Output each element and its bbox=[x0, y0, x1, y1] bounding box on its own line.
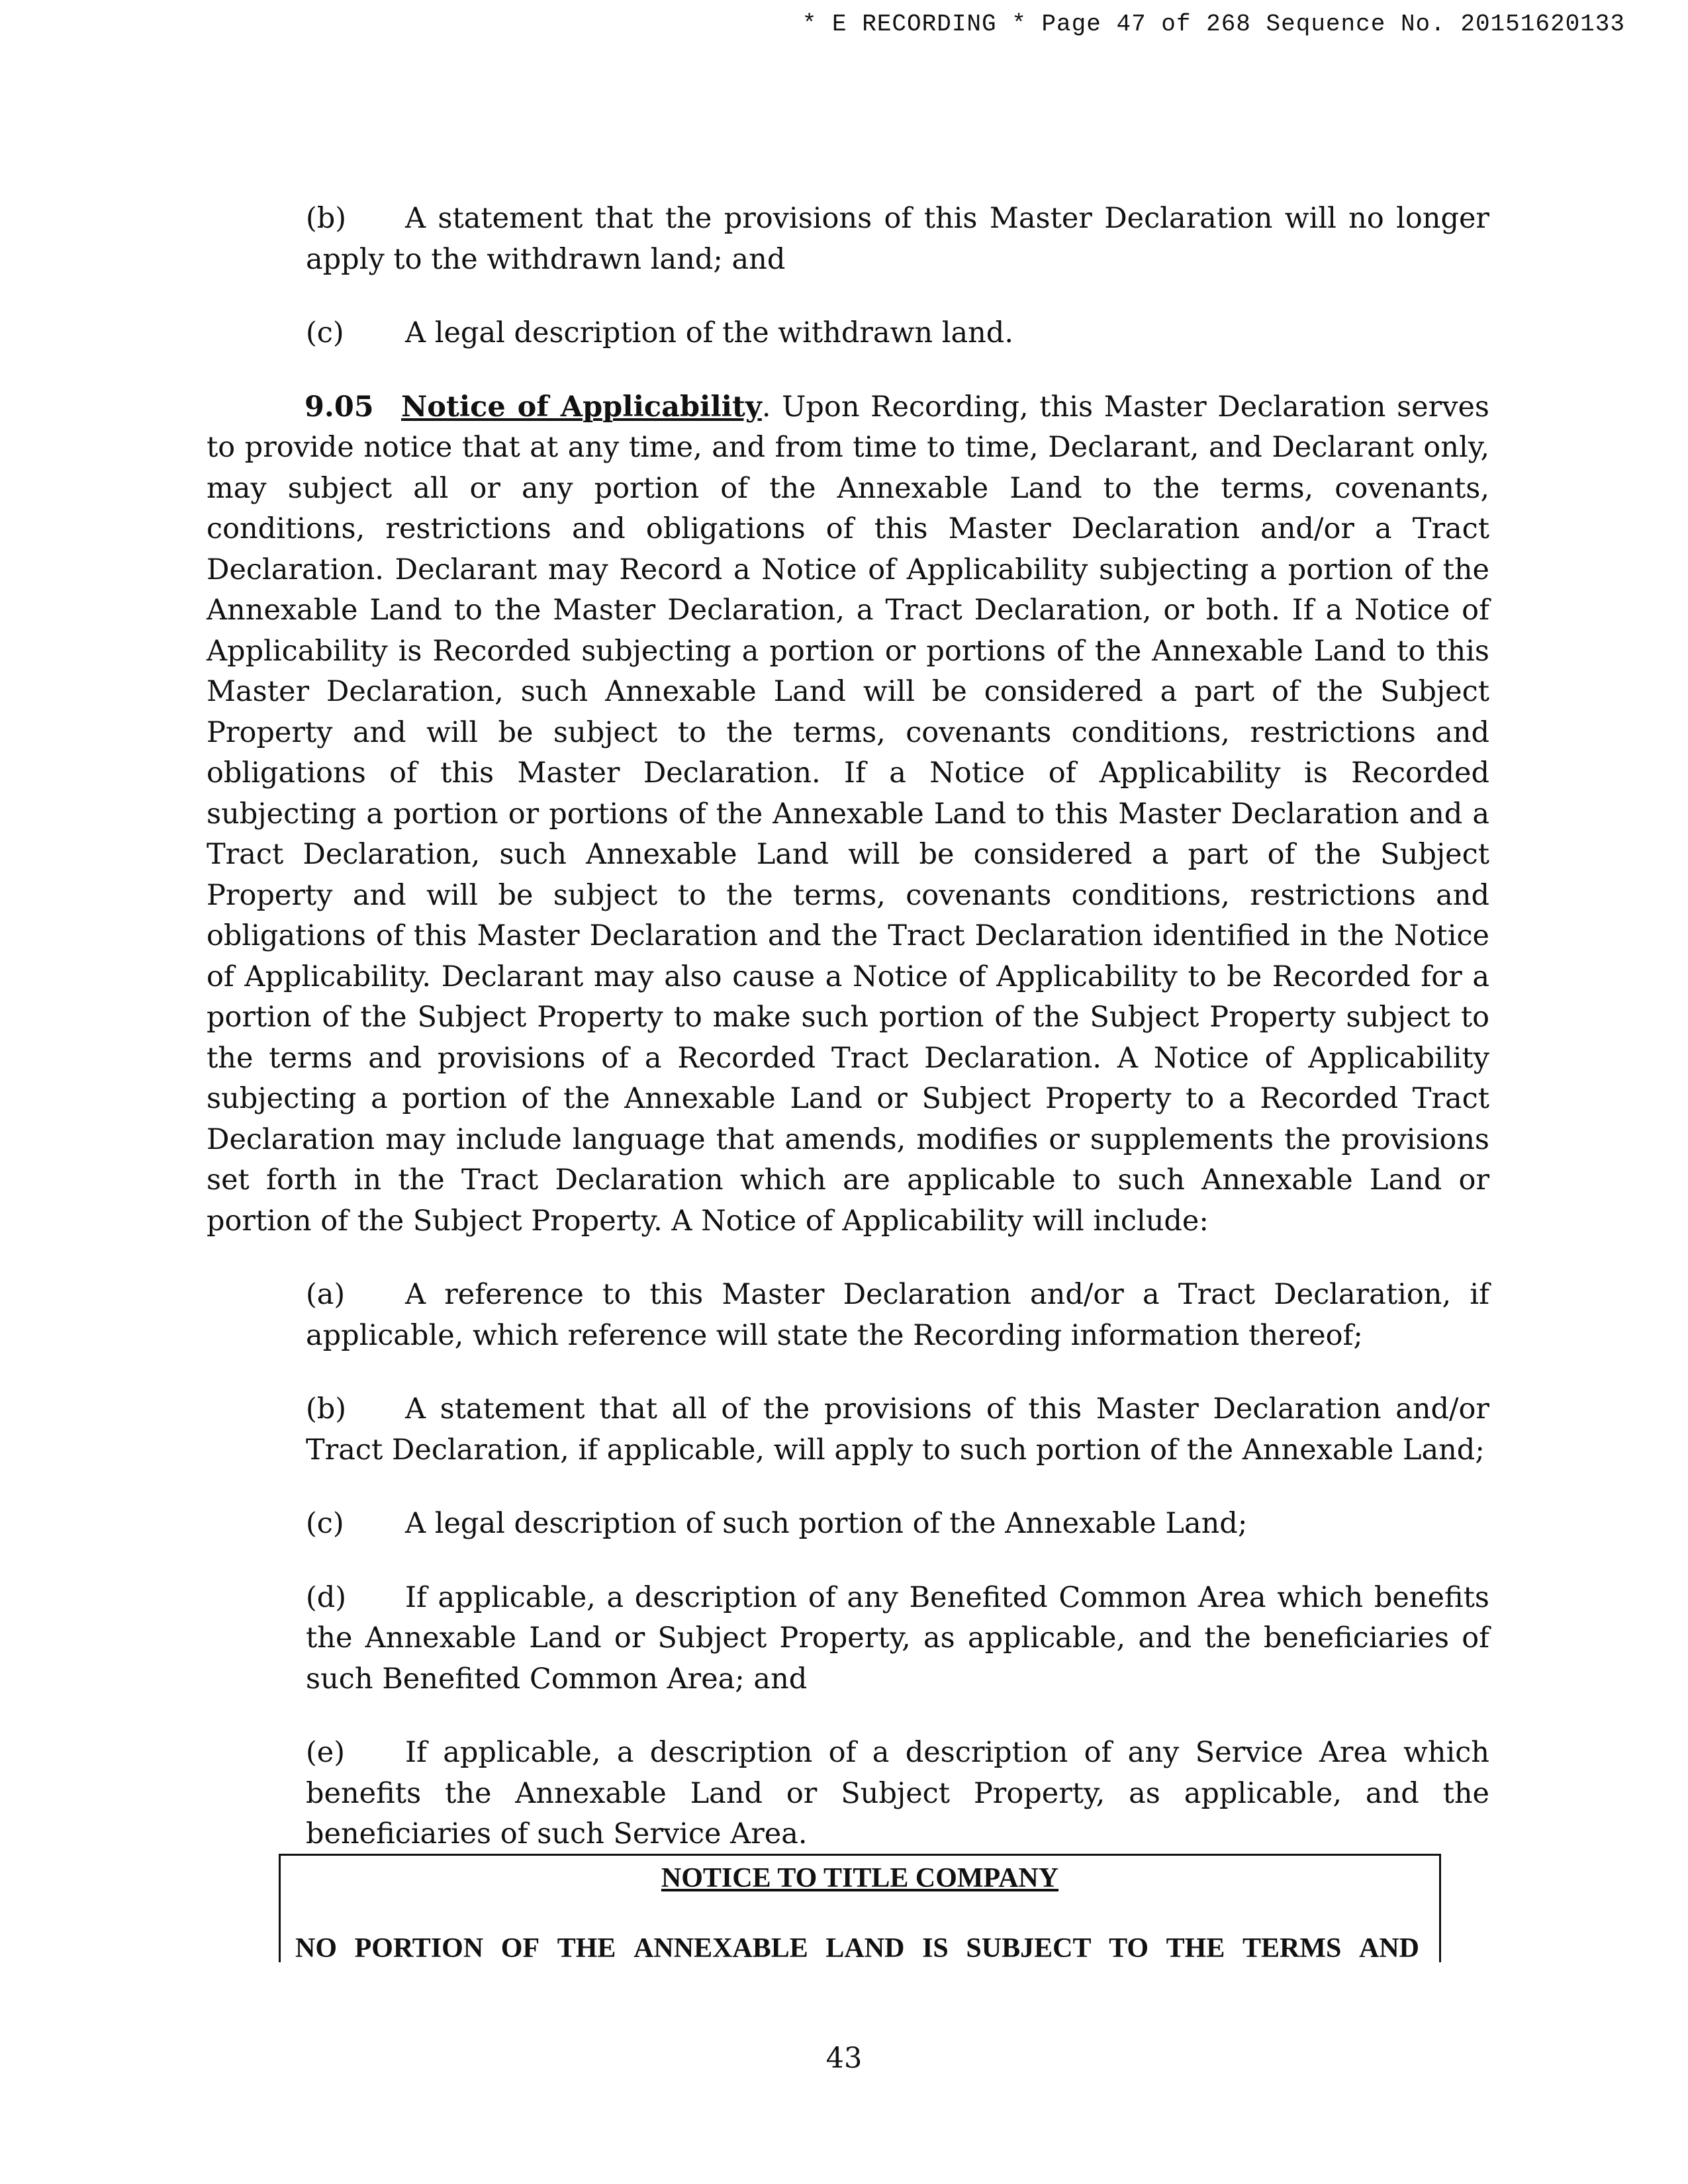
item-label: (c) bbox=[306, 1507, 344, 1540]
item-label: (b) bbox=[306, 1392, 347, 1426]
document-body bbox=[207, 199, 1489, 1888]
notice-text bbox=[295, 1930, 1419, 1962]
item-c-legal-description bbox=[306, 1504, 1489, 1545]
notice-word: ANNEXABLE bbox=[633, 1933, 808, 1962]
item-text: A statement that all of the provisions of this Master Declaration and/or Tract Declaration, if applicable, will apply to such portion of the Annexable Land; bbox=[306, 1392, 1489, 1467]
notice-word: OF bbox=[500, 1933, 540, 1962]
item-label: (a) bbox=[306, 1278, 346, 1311]
notice-to-title-company-box bbox=[279, 1854, 1441, 1962]
item-label: (d) bbox=[306, 1580, 347, 1614]
item-label: (b) bbox=[306, 202, 347, 235]
item-e-service-area bbox=[306, 1733, 1489, 1855]
item-text: If applicable, a description of any Benefited Common Area which benefits the Annexable Land or Subject Property, as applicable, and the beneficiaries of such Benefited Common Area; and bbox=[306, 1580, 1489, 1696]
item-text: A reference to this Master Declaration and/or a Tract Declaration, if applicable, which reference will state the Recording information thereof; bbox=[306, 1278, 1489, 1352]
notice-word: IS bbox=[922, 1933, 949, 1962]
notice-word: TO bbox=[1109, 1933, 1149, 1962]
notice-word: AND bbox=[1358, 1933, 1419, 1962]
item-label: (e) bbox=[306, 1736, 345, 1769]
item-text: A legal description of the withdrawn land. bbox=[405, 316, 1013, 349]
item-withdrawn-statement bbox=[306, 199, 1489, 280]
item-a-reference bbox=[306, 1275, 1489, 1356]
page-number: 43 bbox=[825, 2042, 863, 2075]
notice-title: NOTICE TO TITLE COMPANY bbox=[661, 1863, 1059, 1893]
notice-word: PORTION bbox=[354, 1933, 484, 1962]
item-text: If applicable, a description of a description of any Service Area which benefits the Annexable Land or Subject Property, as applicable, and the beneficiaries of such Service Area. bbox=[306, 1736, 1489, 1850]
section-number: 9.05 bbox=[305, 390, 374, 424]
notice-word: TERMS bbox=[1242, 1933, 1342, 1962]
section-title-period: . bbox=[761, 390, 771, 424]
notice-word: NO bbox=[295, 1933, 337, 1962]
notice-word: THE bbox=[1166, 1933, 1225, 1962]
item-d-benefited-common-area bbox=[306, 1578, 1489, 1700]
item-text: A statement that the provisions of this Master Declaration will no longer apply to the withdrawn land; and bbox=[306, 202, 1489, 276]
item-text: A legal description of such portion of the Annexable Land; bbox=[405, 1507, 1248, 1540]
notice-word: LAND bbox=[825, 1933, 905, 1962]
section-9-05 bbox=[207, 387, 1489, 1242]
section-body: Upon Recording, this Master Declaration serves to provide notice that at any time, and from time to time, Declarant, and Declarant only, may subject all or any portion of the Annexable Land to the terms, covenants, conditions, restrictions and obligations of this Master Declaration and/or a Tract Declaration. Declarant may Record a Notice of Applicability subjecting a portion of the Annexable Land to the Master Declaration, a Tract Declaration, or both. If a Notice of Applicability is Recorded subjecting a portion or portions of the Annexable Land to this Master Declaration, such Annexable Land will be considered a part of the Subject Property and will be subject to the terms, covenants conditions, restrictions and obligations of this Master Declaration. If a Notice of Applicability is Recorded subjecting a portion or portions of the Annexable Land to this Master Declaration and a Tract Declaration, such Annexable Land will be considered a part of the Subject Property and will be subject to the terms, covenants conditions, restrictions and obligations of this Master Declaration and the Tract Declaration identified in the Notice of Applicability. Declarant may also cause a Notice of Applicability to be Recorded for a portion of the Subject Property to make such portion of the Subject Property subject to the terms and provisions of a Recorded Tract Declaration. A Notice of Applicability subjecting a portion of the Annexable Land or Subject Property to a Recorded Tract Declaration may include language that amends, modifies or supplements the provisions set forth in the Tract Declaration which are applicable to such Annexable Land or portion of the Subject Property. A Notice of Applicability will include: bbox=[207, 390, 1489, 1238]
notice-word: SUBJECT bbox=[966, 1933, 1092, 1962]
item-b-statement bbox=[306, 1389, 1489, 1471]
item-label: (c) bbox=[306, 316, 344, 349]
notice-word: THE bbox=[557, 1933, 616, 1962]
recording-header: * E RECORDING * Page 47 of 268 Sequence No. 20151620133 bbox=[802, 11, 1625, 38]
section-title: Notice of Applicability bbox=[401, 390, 762, 424]
item-withdrawn-legal-description bbox=[306, 313, 1489, 354]
